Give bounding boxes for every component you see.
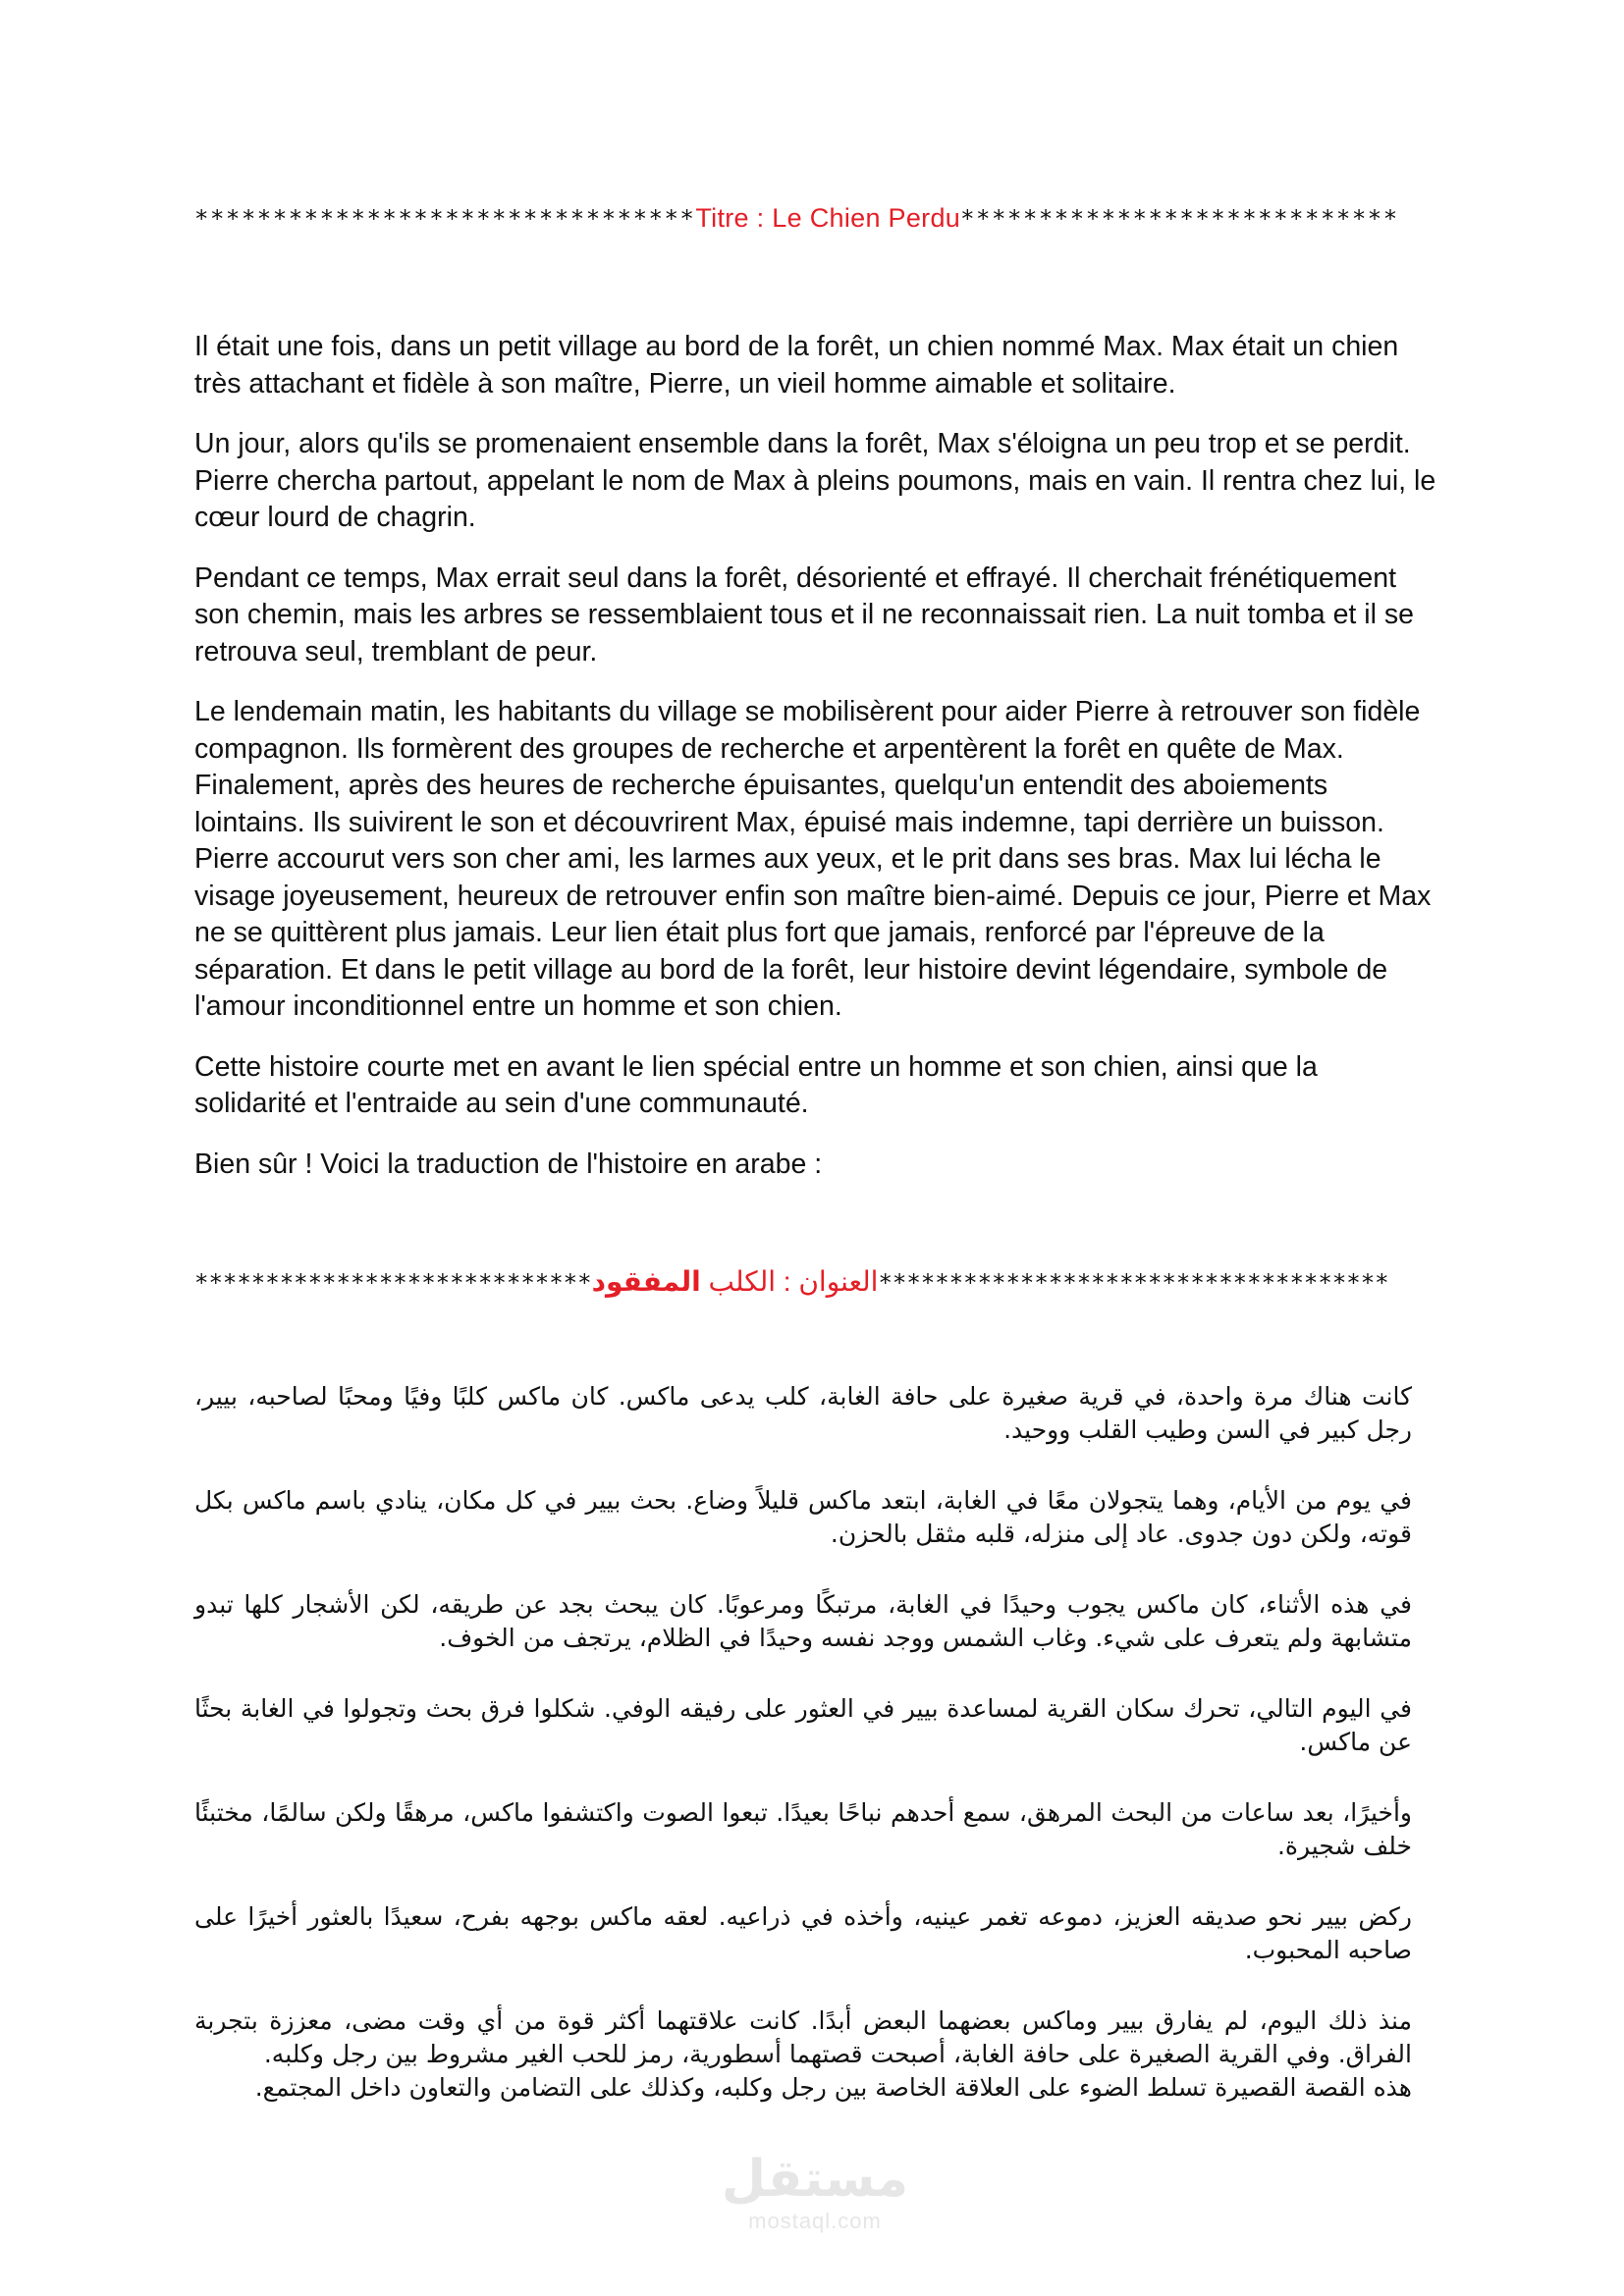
- title-stars-right: ************************************: [878, 1269, 1389, 1297]
- arabic-paragraph: في هذه الأثناء، كان ماكس يجوب وحيدًا في الغابة، مرتبكًا ومرعوبًا. كان يبحث بجد عن طريقه، لكن الأشجار كلها تبدو متشابهة ولم يتعرف على شيء. وغاب الشمس ووجد نفسه وحيدًا في الظلام، يرتجف من الخوف.: [194, 1590, 1412, 1652]
- french-paragraph: Le lendemain matin, les habitants du village se mobilisèrent pour aider Pierre à retrouver son fidèle compagnon. Ils formèrent des groupes de recherche et arpentèrent la forêt en quête de Max. Finalement, après des heures de recherche épuisantes, quelqu'un entendit des aboiements lointains. Ils suivirent le son et découvrirent Max, épuisé mais indemne, tapi derrière un buisson. Pierre accourut vers son cher ami, les larmes aux yeux, et le prit dans ses bras. Max lui lécha le visage joyeusement, heureux de retrouver enfin son maître bien-aimé. Depuis ce jour, Pierre et Max ne se quittèrent plus jamais. Leur lien était plus fort que jamais, renforcé par l'épreuve de la séparation. Et dans le petit village au bord de la forêt, leur histoire devint légendaire, symbole de l'amour inconditionnel entre un homme et son chien.: [194, 696, 1432, 1022]
- arabic-paragraph: هذه القصة القصيرة تسلط الضوء على العلاقة الخاصة بين رجل وكلبه، وكذلك على التضامن والتعاون داخل المجتمع.: [254, 2073, 1412, 2102]
- title-stars-left: ********************************: [194, 205, 696, 233]
- arabic-paragraph: كانت هناك مرة واحدة، في قرية صغيرة على حافة الغابة، كلب يدعى ماكس. كان ماكس كلبًا وفيًا ومحبًا لصاحبه، بيير، رجل كبير في السن وطيب القلب ووحيد.: [194, 1382, 1412, 1444]
- french-title-line: [194, 198, 1432, 239]
- mostaql-watermark: [707, 2150, 923, 2234]
- arabic-title-line: [194, 1262, 1432, 1303]
- arabic-title-prefix: العنوان : الكلب: [700, 1266, 879, 1297]
- french-paragraph: Il était une fois, dans un petit village au bord de la forêt, un chien nommé Max. Max était un chien très attachant et fidèle à son maître, Pierre, un vieil homme aimable et solitaire.: [194, 331, 1399, 400]
- title-stars-left: ****************************: [194, 1269, 592, 1297]
- french-title: Titre : Le Chien Perdu: [695, 203, 961, 233]
- arabic-title: [592, 1266, 879, 1297]
- french-paragraph: Pendant ce temps, Max errait seul dans la forêt, désorienté et effrayé. Il cherchait frénétiquement son chemin, mais les arbres se ressemblaient tous et il ne reconnaissait rien. La nuit tomba et il se retrouva seul, tremblant de peur.: [194, 561, 1414, 667]
- watermark-url: mostaql.com: [748, 2209, 882, 2233]
- french-paragraph: Cette histoire courte met en avant le lien spécial entre un homme et son chien, ainsi que la solidarité et l'entraide au sein d'une communauté.: [194, 1050, 1318, 1119]
- french-story: [194, 329, 1436, 1206]
- watermark-logo: مستقل: [721, 2150, 909, 2209]
- title-stars-right: ****************************: [960, 205, 1399, 233]
- arabic-paragraph: في اليوم التالي، تحرك سكان القرية لمساعدة بيير في العثور على رفيقه الوفي. شكلوا فرق بحث وتجولوا في الغابة بحثًا عن ماكس.: [194, 1694, 1412, 1756]
- french-paragraph: Bien sûr ! Voici la traduction de l'histoire en arabe :: [194, 1148, 823, 1180]
- arabic-paragraph: في يوم من الأيام، وهما يتجولان معًا في الغابة، ابتعد ماكس قليلاً وضاع. بحث بيير في كل مكان، ينادي باسم ماكس بكل قوته، ولكن دون جدوى. عاد إلى منزله، قلبه مثقل بالحزن.: [194, 1486, 1412, 1548]
- french-paragraph: Un jour, alors qu'ils se promenaient ensemble dans la forêt, Max s'éloigna un peu trop et se perdit. Pierre chercha partout, appelant le nom de Max à pleins poumons, mais en vain. Il rentra chez lui, le cœur lourd de chagrin.: [194, 428, 1436, 533]
- arabic-paragraph: وأخيرًا، بعد ساعات من البحث المرهق، سمع أحدهم نباحًا بعيدًا. تبعوا الصوت واكتشفوا ماكس، مرهقًا ولكن سالمًا، مختبئًا خلف شجيرة.: [194, 1798, 1412, 1860]
- arabic-title-bold: المفقود: [591, 1266, 701, 1297]
- arabic-paragraph: ركض بيير نحو صديقه العزيز، دموعه تغمر عينيه، وأخذه في ذراعيه. لعقه ماكس بوجهه بفرح، سعيدًا بالعثور أخيرًا على صاحبه المحبوب.: [194, 1902, 1412, 1964]
- arabic-paragraph: منذ ذلك اليوم، لم يفارق بيير وماكس بعضهما البعض أبدًا. كانت علاقتهما أكثر قوة من أي وقت مضى، معززة بتجربة الفراق. وفي القرية الصغيرة على حافة الغابة، أصبحت قصتهما أسطورية، رمز للحب الغير مشروط بين رجل وكلبه.: [194, 2006, 1412, 2068]
- arabic-story: [194, 1380, 1412, 2105]
